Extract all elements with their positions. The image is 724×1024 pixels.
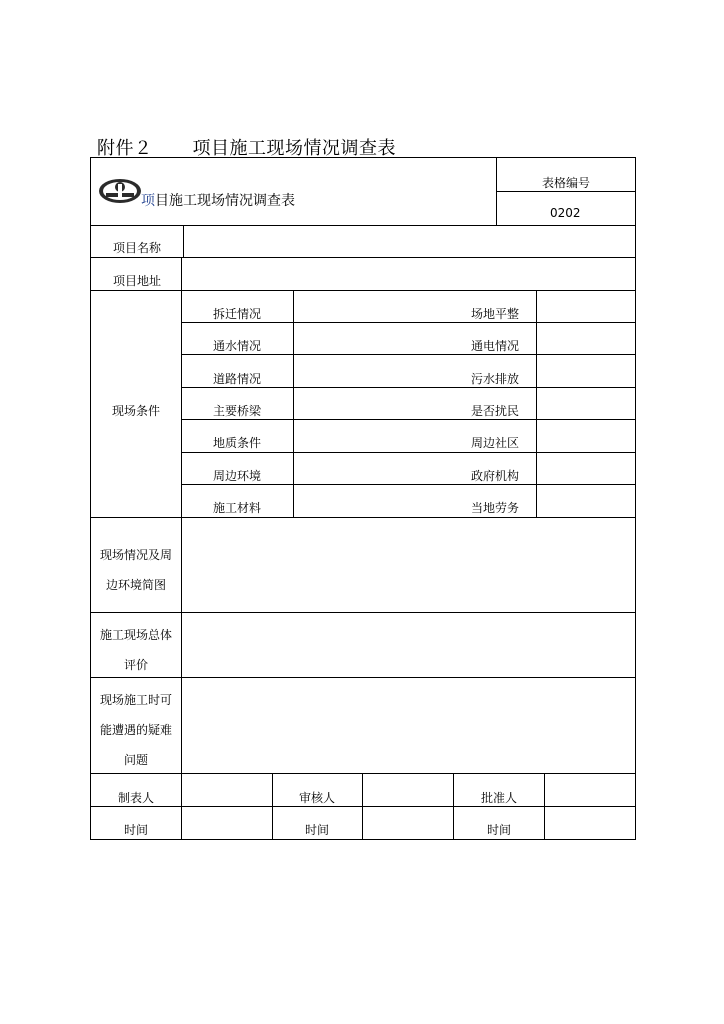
page-title: 项目施工现场情况调查表 [192, 138, 396, 159]
difficulties-label: 现场施工时可 能遭遇的疑难 问题 [99, 693, 172, 767]
condition-left-7: 施工材料 [213, 501, 262, 515]
condition-right-2: 通电情况 [471, 339, 520, 353]
reviewer-time-label: 时间 [305, 823, 330, 837]
site-conditions-label: 现场条件 [112, 404, 161, 418]
preparer-field[interactable] [182, 774, 271, 806]
project-address-field[interactable] [182, 258, 635, 290]
reviewer-time-field[interactable] [363, 807, 452, 839]
company-logo-icon [97, 176, 143, 206]
reviewer-field[interactable] [363, 774, 452, 806]
evaluation-area[interactable] [182, 613, 635, 677]
condition-right-4: 是否扰民 [471, 404, 520, 418]
condition-left-1: 拆迁情况 [213, 307, 262, 321]
project-address-label: 项目地址 [113, 274, 162, 288]
condition-right-3: 污水排放 [471, 372, 520, 386]
form-number-label: 表格编号 [542, 176, 591, 190]
project-name-field[interactable] [184, 226, 635, 257]
condition-right-1: 场地平整 [471, 307, 520, 321]
form-number-value: 0202 [550, 206, 581, 220]
condition-left-5: 地质条件 [213, 436, 262, 450]
preparer-label: 制表人 [118, 791, 155, 805]
condition-left-3: 道路情况 [213, 372, 262, 386]
condition-left-4: 主要桥梁 [213, 404, 262, 418]
condition-left-6: 周边环境 [213, 469, 262, 483]
approver-field[interactable] [545, 774, 635, 806]
form-title: 项目施工现场情况调查表 [141, 193, 295, 209]
approver-time-field[interactable] [545, 807, 635, 839]
evaluation-label: 施工现场总体 评价 [99, 628, 172, 672]
condition-right-7: 当地劳务 [471, 501, 520, 515]
condition-right-6: 政府机构 [471, 469, 520, 483]
difficulties-area[interactable] [182, 678, 635, 773]
project-name-label: 项目名称 [113, 241, 162, 255]
reviewer-label: 审核人 [299, 791, 336, 805]
preparer-time-label: 时间 [124, 823, 149, 837]
approver-time-label: 时间 [487, 823, 512, 837]
sketch-label: 现场情况及周 边环境简图 [99, 548, 172, 592]
approver-label: 批准人 [481, 791, 518, 805]
condition-right-5: 周边社区 [471, 436, 520, 450]
condition-left-2: 通水情况 [213, 339, 262, 353]
preparer-time-field[interactable] [182, 807, 271, 839]
sketch-area[interactable] [182, 518, 635, 612]
attachment-label: 附件２ [97, 138, 153, 159]
